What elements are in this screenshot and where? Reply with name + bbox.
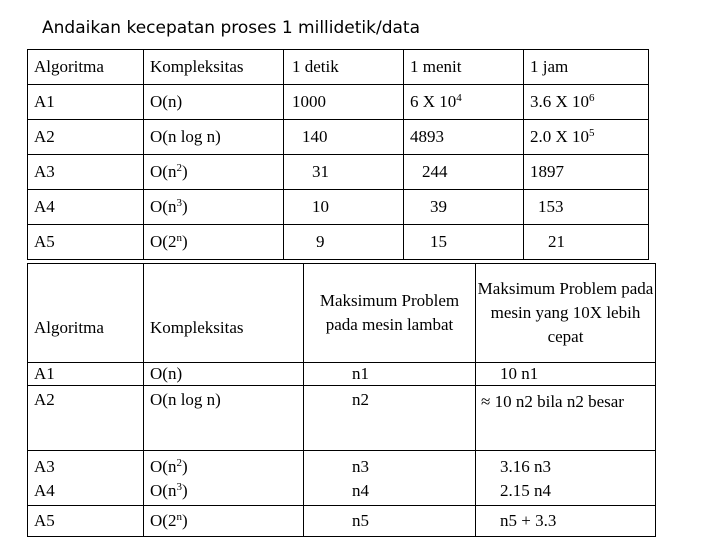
- table-row: [28, 225, 649, 260]
- cell-algorithm: A4: [28, 477, 144, 506]
- table-row: [28, 85, 649, 120]
- header-1-menit: 1 menit: [404, 50, 524, 85]
- time-limit-table: [27, 49, 649, 260]
- cell-1-jam: 153: [524, 190, 649, 225]
- cell-complexity: $O(n^2)$: [144, 155, 284, 190]
- cell-complexity: $O(n^3)$: [144, 190, 284, 225]
- cell-fast-max: n5 + 3.3: [476, 506, 656, 537]
- cell-algorithm: A2: [28, 120, 144, 155]
- cell-slow-max: n1: [304, 363, 476, 386]
- table-row: [28, 363, 656, 386]
- cell-complexity: O(n): [144, 85, 284, 120]
- cell-algorithm: A1: [28, 85, 144, 120]
- header-algoritma: Algoritma: [28, 50, 144, 85]
- header-1-jam: 1 jam: [524, 50, 649, 85]
- cell-slow-max: n2: [304, 386, 476, 451]
- cell-1-jam: 2.0 X $10^5$: [524, 120, 649, 155]
- cell-algorithm: A1: [28, 363, 144, 386]
- cell-complexity: O(n): [144, 363, 304, 386]
- cell-1-detik: 140: [284, 120, 404, 155]
- cell-complexity: O(n log n): [144, 120, 284, 155]
- header-kompleksitas: Kompleksitas: [144, 264, 304, 363]
- cell-slow-max: n5: [304, 506, 476, 537]
- cell-slow-max: n3: [304, 451, 476, 478]
- table-row: [28, 190, 649, 225]
- cell-algorithm: A5: [28, 225, 144, 260]
- table-row: [28, 477, 656, 506]
- table-row: [28, 155, 649, 190]
- table-header-row: [28, 264, 656, 363]
- header-kompleksitas: Kompleksitas: [144, 50, 284, 85]
- cell-1-detik: 31: [284, 155, 404, 190]
- cell-algorithm: A4: [28, 190, 144, 225]
- cell-1-jam: 3.6 X $10^6$: [524, 85, 649, 120]
- cell-1-menit: 6 X $10^4$: [404, 85, 524, 120]
- cell-algorithm: A3: [28, 451, 144, 478]
- header-algoritma: Algoritma: [28, 264, 144, 363]
- cell-slow-max: n4: [304, 477, 476, 506]
- header-slow-machine: Maksimum Problem pada mesin lambat: [304, 264, 476, 363]
- cell-complexity: $O(n^3)$: [144, 477, 304, 506]
- machine-speed-table: [27, 263, 656, 537]
- table-row: [28, 451, 656, 478]
- table-row: [28, 120, 649, 155]
- cell-1-detik: 1000: [284, 85, 404, 120]
- cell-complexity: O(2$^n$): [144, 506, 304, 537]
- header-1-detik: 1 detik: [284, 50, 404, 85]
- cell-fast-max: 10 n1: [476, 363, 656, 386]
- cell-1-detik: 9: [284, 225, 404, 260]
- cell-fast-max: ≈ 10 n2 bila n2 besar: [476, 386, 656, 451]
- cell-fast-max: 3.16 n3: [476, 451, 656, 478]
- slide-caption: Andaikan kecepatan proses 1 millidetik/data: [42, 18, 421, 38]
- cell-1-detik: 10: [284, 190, 404, 225]
- cell-1-menit: 39: [404, 190, 524, 225]
- cell-complexity: $O(n^2)$: [144, 451, 304, 478]
- cell-fast-max: 2.15 n4: [476, 477, 656, 506]
- cell-algorithm: A5: [28, 506, 144, 537]
- cell-1-menit: 244: [404, 155, 524, 190]
- table-row: [28, 386, 656, 451]
- table-row: [28, 506, 656, 537]
- cell-1-jam: 1897: [524, 155, 649, 190]
- cell-algorithm: A2: [28, 386, 144, 451]
- cell-1-menit: 4893: [404, 120, 524, 155]
- cell-algorithm: A3: [28, 155, 144, 190]
- cell-1-menit: 15: [404, 225, 524, 260]
- cell-complexity: O(n log n): [144, 386, 304, 451]
- cell-1-jam: 21: [524, 225, 649, 260]
- cell-complexity: O(2$^n$): [144, 225, 284, 260]
- table-header-row: [28, 50, 649, 85]
- header-fast-machine: Maksimum Problem pada mesin yang 10X lebih cepat: [476, 264, 656, 363]
